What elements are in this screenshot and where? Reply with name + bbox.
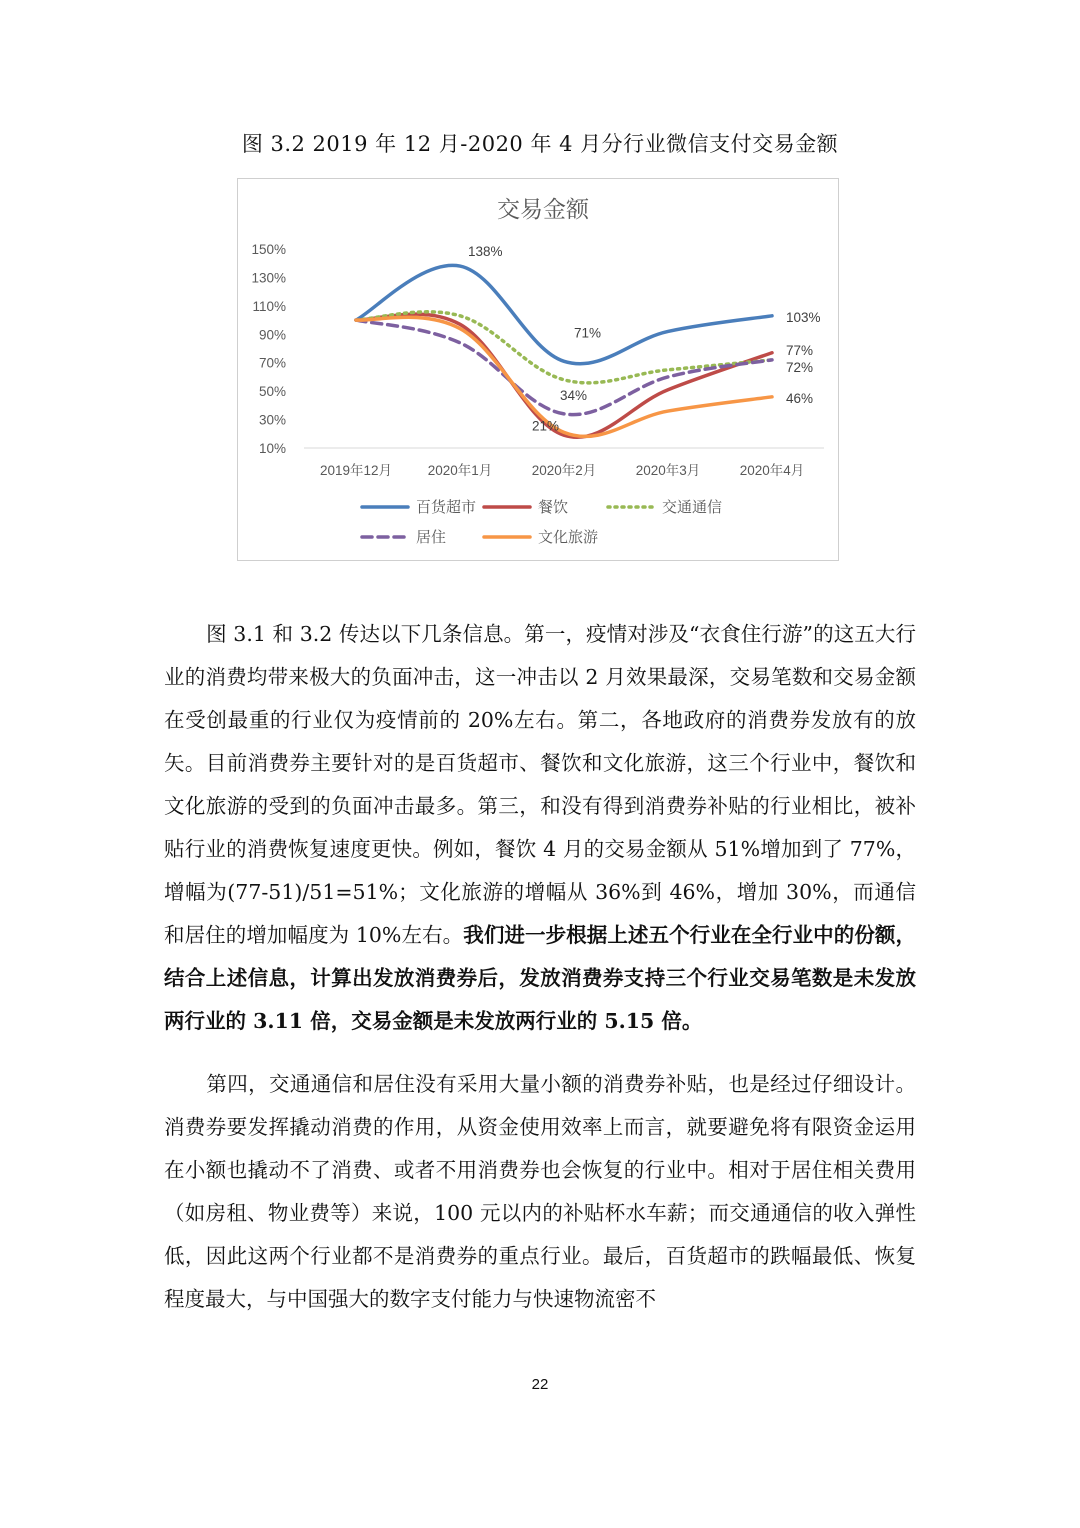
data-label: 72% — [786, 359, 814, 375]
y-tick-label: 10% — [258, 441, 286, 456]
y-tick-label: 150% — [251, 242, 286, 257]
y-tick-label: 30% — [258, 412, 286, 428]
data-label: 71% — [574, 325, 602, 341]
data-label: 21% — [532, 418, 560, 434]
x-axis-ticks — [320, 462, 804, 478]
paragraph-2 — [164, 1063, 916, 1321]
chart-title: 交易金额 — [497, 196, 589, 222]
x-tick-label: 2020年3月 — [635, 463, 701, 478]
data-label: 138% — [468, 244, 503, 260]
series-line — [356, 317, 772, 436]
paragraph-2-text: 第四，交通通信和居住没有采用大量小额的消费券补贴，也是经过仔细设计。消费券要发挥撬动消费的作用，从资金使用效率上而言，就要避免将有限资金运用在小额也撬动不了消费、或者不用消费券也会恢复的行业中。相对于居住相关费用（如房租、物业费等）来说，100 元以内的补贴杯水车薪；而交通通信的收入弹性低，因此这两个行业都不是消费券的重点行业。最后，百货超市的跌幅最低、恢复程度最大，与中国强大的数字支付能力与快速物流密不 — [164, 1072, 916, 1311]
page-number: 22 — [531, 1376, 549, 1393]
x-tick-label: 2019年12月 — [319, 463, 393, 478]
legend-label: 餐饮 — [538, 499, 569, 516]
figure-caption: 图 3.2 2019 年 12 月-2020 年 4 月分行业微信支付交易金额 — [241, 132, 839, 156]
paragraph-1 — [164, 613, 916, 1043]
paragraph-1-bold-text: 我们进一步根据上述五个行业在全行业中的份额，结合上述信息，计算出发放消费券后，发放消费券支持三个行业交易笔数是未发放两行业的 3.11 倍，交易金额是未发放两行业的 5.15 倍。 — [164, 923, 916, 1033]
legend-label: 交通通信 — [662, 499, 723, 516]
paragraph-1-text: 图 3.1 和 3.2 传达以下几条信息。第一，疫情对涉及“衣食住行游”的这五大行业的消费均带来极大的负面冲击，这一冲击以 2 月效果最深，交易笔数和交易金额在受创最重的行业仅为疫情前的 20%左右。第二，各地政府的消费券发放有的放矢。目前消费券主要针对的是百货超市、餐饮和文化旅游，这三个行业中，餐饮和文化旅游的受到的负面冲击最多。第三，和没有得到消费券补贴的行业相比，被补贴行业的消费恢复速度更快。例如，餐饮 4 月的交易金额从 51%增加到了 77%，增幅为(77-51)/51=51%；文化旅游的增幅从 36%到 46%，增加 30%，而通信和居住的增加幅度为 10%左右。 — [164, 622, 916, 947]
x-tick-label: 2020年2月 — [531, 463, 597, 478]
legend-label: 文化旅游 — [538, 529, 599, 546]
y-tick-label: 130% — [251, 270, 286, 286]
series-line — [356, 314, 772, 437]
data-label: 34% — [560, 387, 588, 403]
y-axis-ticks — [251, 242, 286, 456]
y-tick-label: 70% — [258, 355, 286, 371]
legend — [362, 498, 722, 546]
data-label: 77% — [786, 342, 814, 358]
y-tick-label: 110% — [252, 298, 286, 314]
y-tick-label: 50% — [258, 384, 286, 400]
legend-label: 百货超市 — [416, 499, 477, 516]
legend-label: 居住 — [416, 529, 447, 546]
x-tick-label: 2020年4月 — [739, 463, 805, 478]
line-chart — [237, 178, 839, 561]
chart-svg — [238, 179, 838, 560]
data-label: 46% — [786, 390, 814, 406]
x-tick-label: 2020年1月 — [427, 463, 493, 478]
y-tick-label: 90% — [258, 327, 286, 343]
series-lines — [356, 265, 772, 437]
data-label: 103% — [786, 309, 821, 325]
